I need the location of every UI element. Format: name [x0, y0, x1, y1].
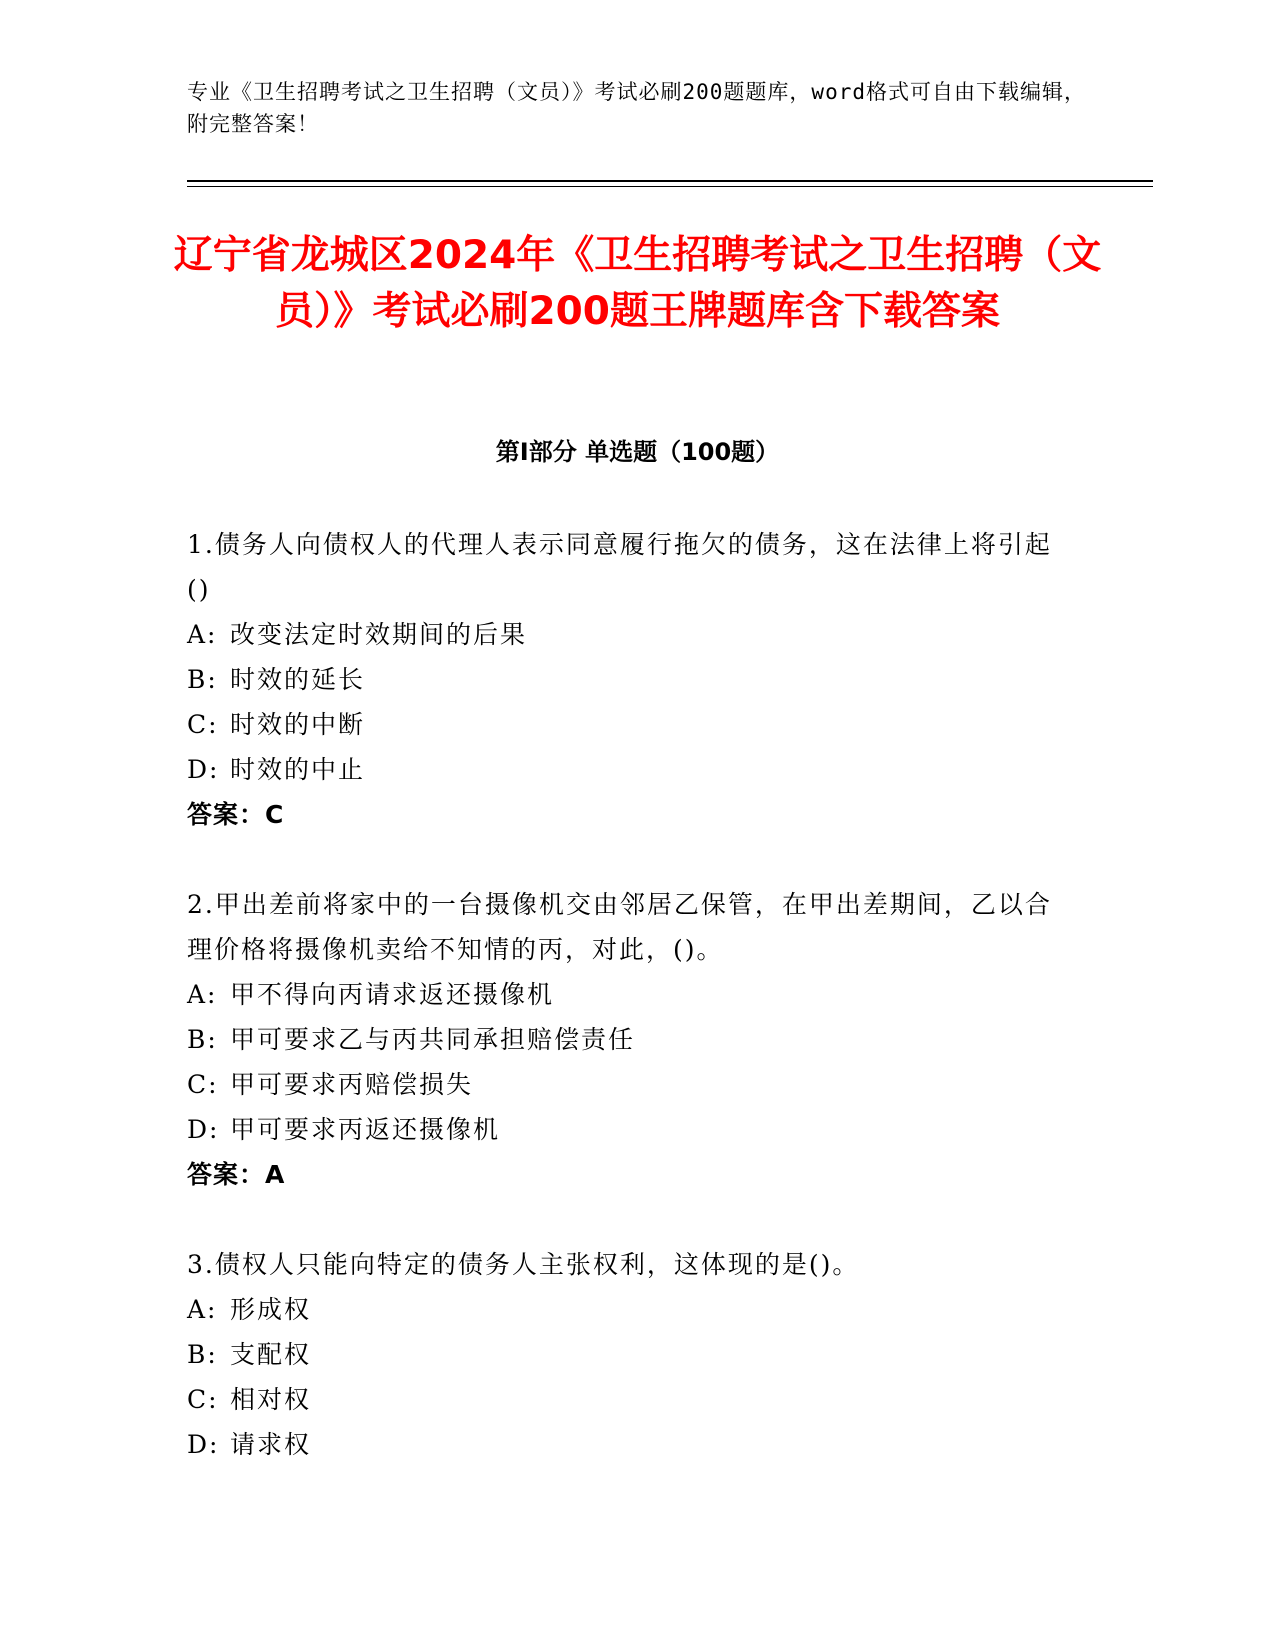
header-rule-thin [187, 186, 1153, 187]
question-stem: 1.债务人向债权人的代理人表示同意履行拖欠的债务，这在法律上将引起() [187, 530, 1052, 604]
answer-line: 答案：C [187, 800, 285, 829]
option-key: A: [187, 1295, 218, 1324]
option-key: C: [187, 710, 219, 739]
option-text: 相对权 [230, 1385, 312, 1414]
option-key: D: [187, 755, 220, 784]
question-item [187, 882, 1067, 1197]
option-a [187, 972, 1067, 1017]
question-item [187, 1242, 1067, 1467]
section-heading: 第Ⅰ部分 单选题（100题） [495, 438, 780, 466]
option-c [187, 702, 1067, 747]
option-key: A: [187, 980, 218, 1009]
option-b [187, 1332, 1067, 1377]
option-text: 甲不得向丙请求返还摄像机 [230, 980, 555, 1009]
option-text: 时效的中止 [230, 755, 366, 784]
question-stem: 2.甲出差前将家中的一台摄像机交由邻居乙保管，在甲出差期间，乙以合理价格将摄像机卖给不知情的丙，对此，()。 [187, 890, 1052, 964]
option-text: 甲可要求乙与丙共同承担赔偿责任 [230, 1025, 636, 1054]
header-rule-thick [187, 180, 1153, 182]
option-text: 形成权 [230, 1295, 312, 1324]
option-key: D: [187, 1115, 220, 1144]
document-title: 辽宁省龙城区2024年《卫生招聘考试之卫生招聘（文员）》考试必刷200题王牌题库含下载答案 [173, 233, 1102, 334]
option-b [187, 657, 1067, 702]
option-key: B: [187, 1025, 218, 1054]
option-key: A: [187, 620, 218, 649]
option-d [187, 747, 1067, 792]
option-key: D: [187, 1430, 220, 1459]
option-text: 请求权 [230, 1430, 312, 1459]
option-text: 支配权 [230, 1340, 312, 1369]
option-key: C: [187, 1385, 219, 1414]
header-note: 专业《卫生招聘考试之卫生招聘（文员）》考试必刷200题题库，word格式可自由下载编辑，附完整答案！ [187, 80, 1086, 136]
option-key: B: [187, 665, 218, 694]
option-key: C: [187, 1070, 219, 1099]
option-a [187, 1287, 1067, 1332]
option-text: 改变法定时效期间的后果 [230, 620, 528, 649]
question-item [187, 522, 1067, 837]
option-c [187, 1062, 1067, 1107]
option-d [187, 1107, 1067, 1152]
option-d [187, 1422, 1067, 1467]
option-text: 甲可要求丙返还摄像机 [230, 1115, 501, 1144]
option-a [187, 612, 1067, 657]
question-list [187, 522, 1067, 1512]
option-key: B: [187, 1340, 218, 1369]
option-b [187, 1017, 1067, 1062]
option-text: 甲可要求丙赔偿损失 [230, 1070, 474, 1099]
option-c [187, 1377, 1067, 1422]
question-stem: 3.债权人只能向特定的债务人主张权利，这体现的是()。 [187, 1250, 860, 1279]
answer-line: 答案：A [187, 1160, 286, 1189]
option-text: 时效的中断 [230, 710, 366, 739]
option-text: 时效的延长 [230, 665, 366, 694]
